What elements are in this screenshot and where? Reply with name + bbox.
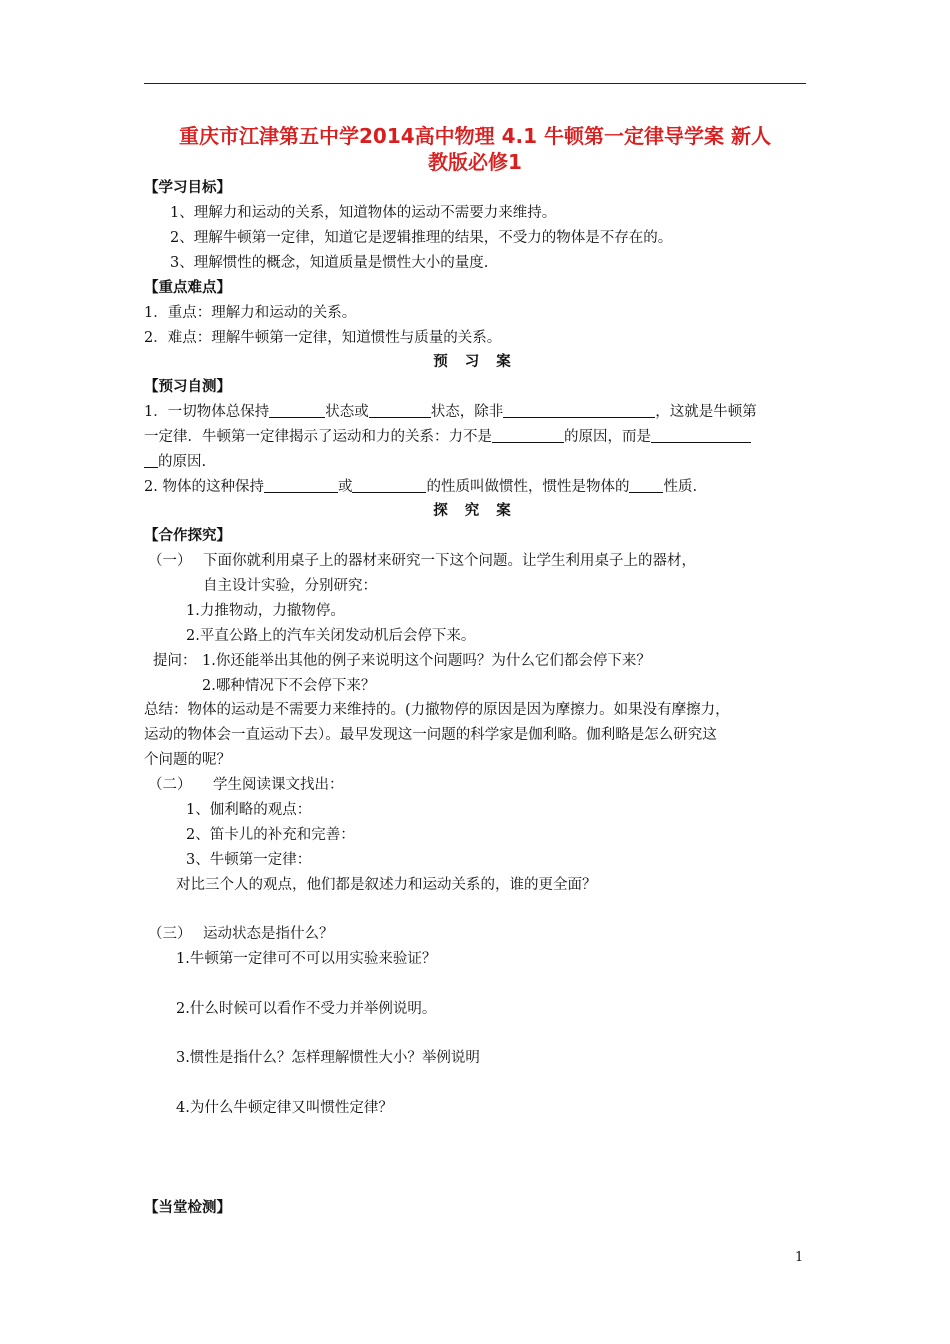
part3-item: 4.为什么牛顿定律又叫惯性定律？ (176, 1100, 393, 1116)
part1-item: 1.力推物动，力撤物停。 (186, 603, 345, 619)
part3-item: 3.惯性是指什么？怎样理解惯性大小？举例说明 (176, 1050, 480, 1066)
preview-section-title: 预 习 案 (433, 354, 517, 370)
preview-question-1: 1．一切物体总保持 状态或 状态，除非 ，这就是牛顿第 (144, 404, 757, 420)
blank-line[interactable] (369, 402, 431, 418)
summary-line: 运动的物体会一直运动下去）。最早发现这一问题的科学家是伽利略。伽利略是怎么研究这 (144, 727, 717, 743)
header-rule (144, 83, 806, 84)
ask-item: 1.你还能举出其他的例子来说明这个问题吗？为什么它们都会停下来？ (202, 653, 651, 669)
summary-line: 总结：物体的运动是不需要力来维持的。(力撤物停的原因是因为摩擦力。如果没有摩擦力， (144, 702, 730, 718)
part1-text: 自主设计实验，分别研究： (203, 578, 377, 594)
part3-text: 运动状态是指什么？ (203, 926, 334, 942)
blank-line[interactable] (503, 402, 655, 418)
blank-line[interactable] (144, 452, 158, 468)
document-title-line1: 重庆市江津第五中学2014高中物理 4.1 牛顿第一定律导学案 新人 (179, 124, 771, 148)
page-number: 1 (795, 1250, 804, 1265)
objectives-heading: 【学习目标】 (144, 180, 231, 196)
part1-item: 2.平直公路上的汽车关闭发动机后会停下来。 (186, 628, 476, 644)
objective-item: 2、理解牛顿第一定律，知道它是逻辑推理的结果，不受力的物体是不存在的。 (170, 230, 673, 246)
ask-label: 提问： (153, 653, 197, 669)
part1-label: （一） (148, 553, 192, 569)
preview-question-2: 2. 物体的这种保持 或 的性质叫做惯性，惯性是物体的 性质. (144, 479, 698, 495)
blank-line[interactable] (492, 427, 564, 443)
objective-item: 3、理解惯性的概念，知道质量是惯性大小的量度. (170, 255, 489, 271)
document-title-line2: 教版必修1 (428, 150, 522, 174)
key-points-heading: 【重点难点】 (144, 280, 231, 296)
part2-item: 1、伽利略的观点： (186, 802, 312, 818)
part3-item: 2.什么时候可以看作不受力并举例说明。 (176, 1001, 437, 1017)
key-point-item: 1．重点：理解力和运动的关系。 (144, 305, 357, 321)
part2-label: （二） (148, 777, 192, 793)
explore-section-title: 探 究 案 (433, 503, 517, 519)
part1-text: 下面你就利用桌子上的器材来研究一下这个问题。让学生利用桌子上的器材， (203, 553, 696, 569)
part2-item: 3、牛顿第一定律： (186, 852, 312, 868)
part3-label: （三） (148, 926, 192, 942)
part2-compare: 对比三个人的观点，他们都是叙述力和运动关系的，谁的更全面？ (176, 877, 597, 893)
blank-line[interactable] (269, 402, 325, 418)
part2-item: 2、笛卡儿的补充和完善： (186, 827, 355, 843)
key-point-item: 2．难点：理解牛顿第一定律，知道惯性与质量的关系。 (144, 330, 502, 346)
part2-text: 学生阅读课文找出： (213, 777, 344, 793)
preview-question-1-cont: 一定律．牛顿第一定律揭示了运动和力的关系：力不是 的原因，而是 (144, 427, 751, 447)
preview-question-1-end: 的原因. (144, 452, 206, 472)
objective-item: 1、理解力和运动的关系，知道物体的运动不需要力来维持。 (170, 205, 557, 221)
blank-line[interactable] (264, 477, 338, 493)
ask-item: 2.哪种情况下不会停下来？ (202, 678, 376, 694)
explore-heading: 【合作探究】 (144, 528, 231, 544)
blank-line[interactable] (629, 477, 663, 493)
blank-line[interactable] (352, 477, 426, 493)
part3-item: 1.牛顿第一定律可不可以用实验来验证？ (176, 951, 437, 967)
check-heading: 【当堂检测】 (144, 1200, 231, 1216)
summary-line: 个问题的呢？ (144, 752, 231, 768)
preview-heading: 【预习自测】 (144, 379, 231, 395)
blank-line[interactable] (651, 427, 751, 443)
